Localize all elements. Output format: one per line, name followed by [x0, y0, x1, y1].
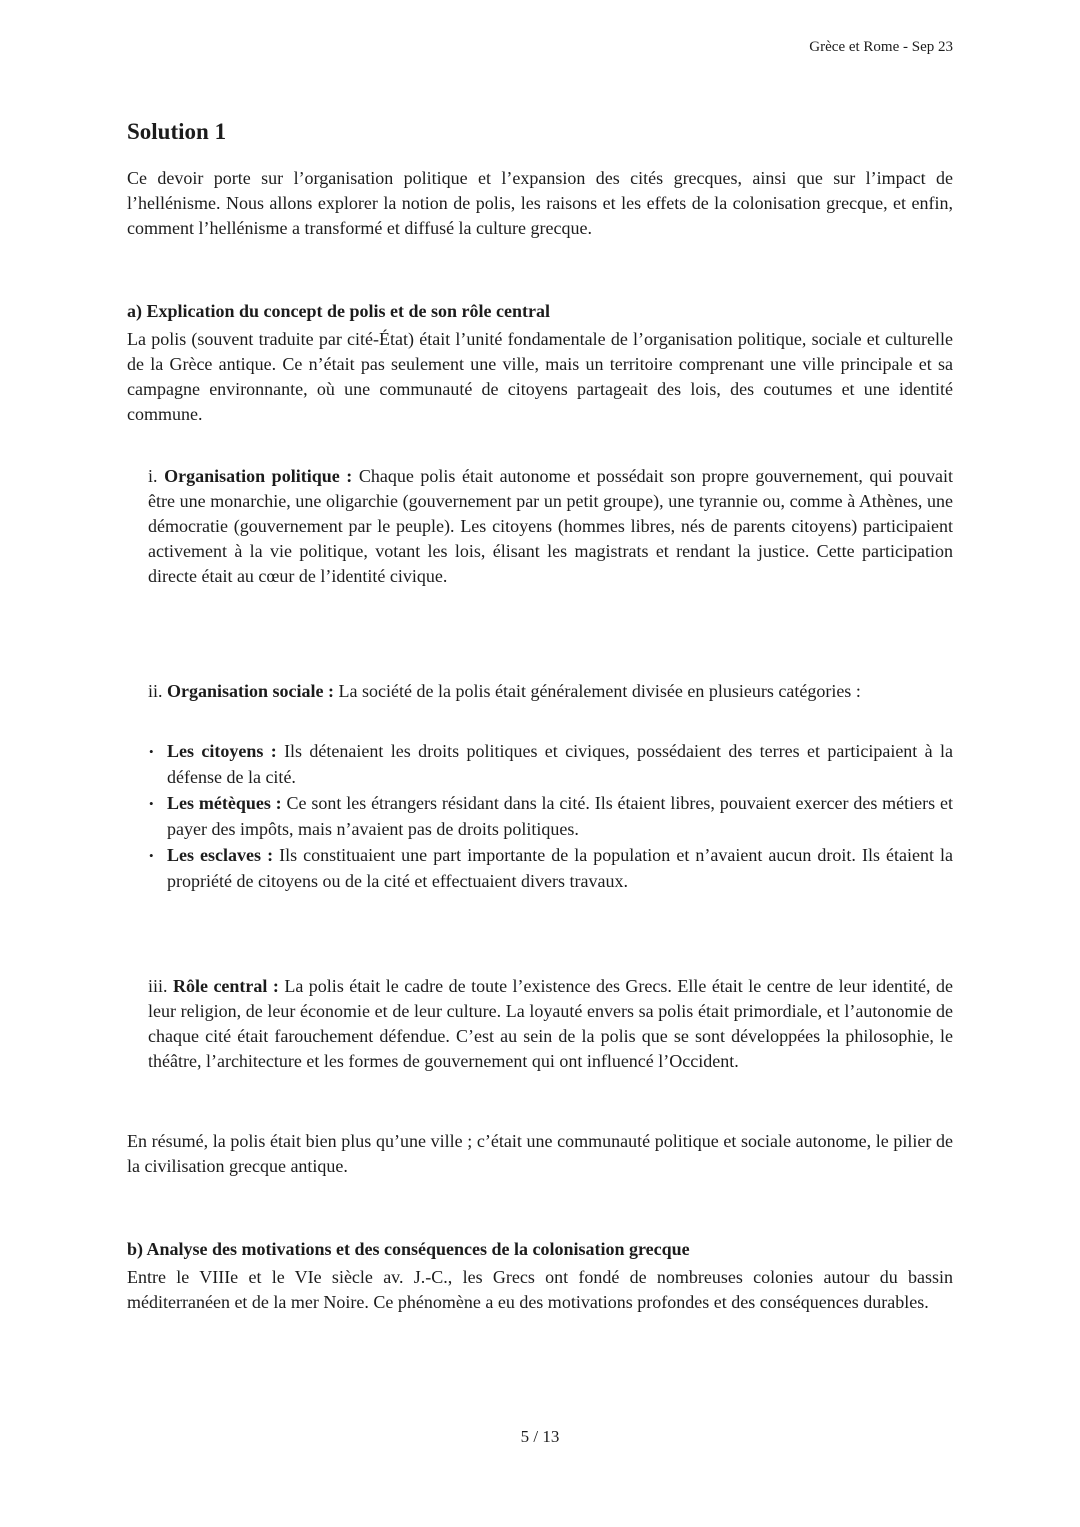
section-a-summary: En résumé, la polis était bien plus qu’une ville ; c’était une communauté politique et sociale autonome, le pilier de la civilisation grecque antique.: [127, 1131, 953, 1176]
item-i-label: Organisation politique :: [164, 466, 353, 486]
list-item: [148, 738, 953, 790]
roman-item-iii: [148, 974, 953, 1074]
bullet-3-label: Les esclaves :: [167, 845, 274, 865]
bullet-2-text: Ce sont les étrangers résidant dans la cité. Ils étaient libres, pouvaient exercer des métiers et payer des impôts, mais n’avaient pas de droits politiques.: [167, 793, 953, 839]
bullet-icon: •: [149, 796, 154, 811]
bullet-icon: •: [149, 744, 154, 759]
list-item: [148, 790, 953, 842]
intro-paragraph: Ce devoir porte sur l’organisation politique et l’expansion des cités grecques, ainsi que sur l’impact de l’hellénisme. Nous allons explorer la notion de polis, les raisons et les effets de la colonisation grecque, et enfin, comment l’hellénisme a transformé et diffusé la culture grecque.: [127, 168, 953, 238]
item-i-numeral: i.: [148, 466, 158, 486]
bullet-2-label: Les métèques :: [167, 793, 282, 813]
roman-item-i: [148, 464, 953, 589]
roman-item-ii: [148, 679, 953, 704]
item-i-text: Chaque polis était autonome et possédait son propre gouvernement, qui pouvait être une monarchie, une oligarchie (gouvernement par un petit groupe), une tyrannie ou, comme à Athènes, une démocratie (gouvernement par le peuple). Les citoyens (hommes libres, nés de parents citoyens) participaient activement à la vie politique, votant les lois, élisant les magistrats et rendant la justice. Cette participation directe était au cœur de l’identité civique.: [148, 466, 954, 586]
category-bullet-list: [148, 738, 953, 894]
item-iii-text: La polis était le cadre de toute l’existence des Grecs. Elle était le centre de leur identité, de leur religion, de leur économie et de leur culture. La loyauté envers sa polis était primordiale, et l’autonomie de chaque cité était farouchement défendue. C’est au sein de la polis que se sont développées la philosophie, le théâtre, l’architecture et les formes de gouvernement qui ont influencé l’Occident.: [148, 976, 954, 1071]
section-a-heading: a) Explication du concept de polis et de son rôle central: [127, 301, 550, 321]
item-ii-numeral: ii.: [148, 681, 163, 701]
item-iii-numeral: iii.: [148, 976, 168, 996]
item-ii-label: Organisation sociale :: [167, 681, 335, 701]
section-b-heading: b) Analyse des motivations et des conséquences de la colonisation grecque: [127, 1239, 690, 1259]
item-iii-label: Rôle central :: [172, 976, 279, 996]
bullet-icon: •: [149, 848, 154, 863]
bullet-1-text: Ils détenaient les droits politiques et civiques, possédaient des terres et participaient à la défense de la cité.: [167, 741, 953, 787]
section-a-paragraph: La polis (souvent traduite par cité-État) était l’unité fondamentale de l’organisation politique, sociale et culturelle de la Grèce antique. Ce n’était pas seulement une ville, mais un territoire comprenant une ville principale et sa campagne environnante, où une communauté de citoyens partageait des lois, des coutumes et une identité commune.: [127, 329, 953, 424]
item-ii-text: La société de la polis était généralement divisée en plusieurs catégories :: [338, 681, 861, 701]
list-item: [148, 842, 953, 894]
header-course-label: Grèce et Rome - Sep 23: [809, 39, 953, 55]
section-b-paragraph: Entre le VIIIe et le VIe siècle av. J.-C., les Grecs ont fondé de nombreuses colonies autour du bassin méditerranéen et de la mer Noire. Ce phénomène a eu des motivations profondes et des conséquences durables.: [127, 1267, 953, 1312]
bullet-3-text: Ils constituaient une part importante de la population et n’avaient aucun droit. Ils étaient la propriété de citoyens ou de la cité et effectuaient divers travaux.: [167, 845, 953, 891]
page-header: [127, 38, 953, 56]
page-number: 5 / 13: [520, 1427, 560, 1446]
bullet-1-label: Les citoyens :: [167, 741, 277, 761]
page-title: Solution 1: [127, 119, 227, 144]
